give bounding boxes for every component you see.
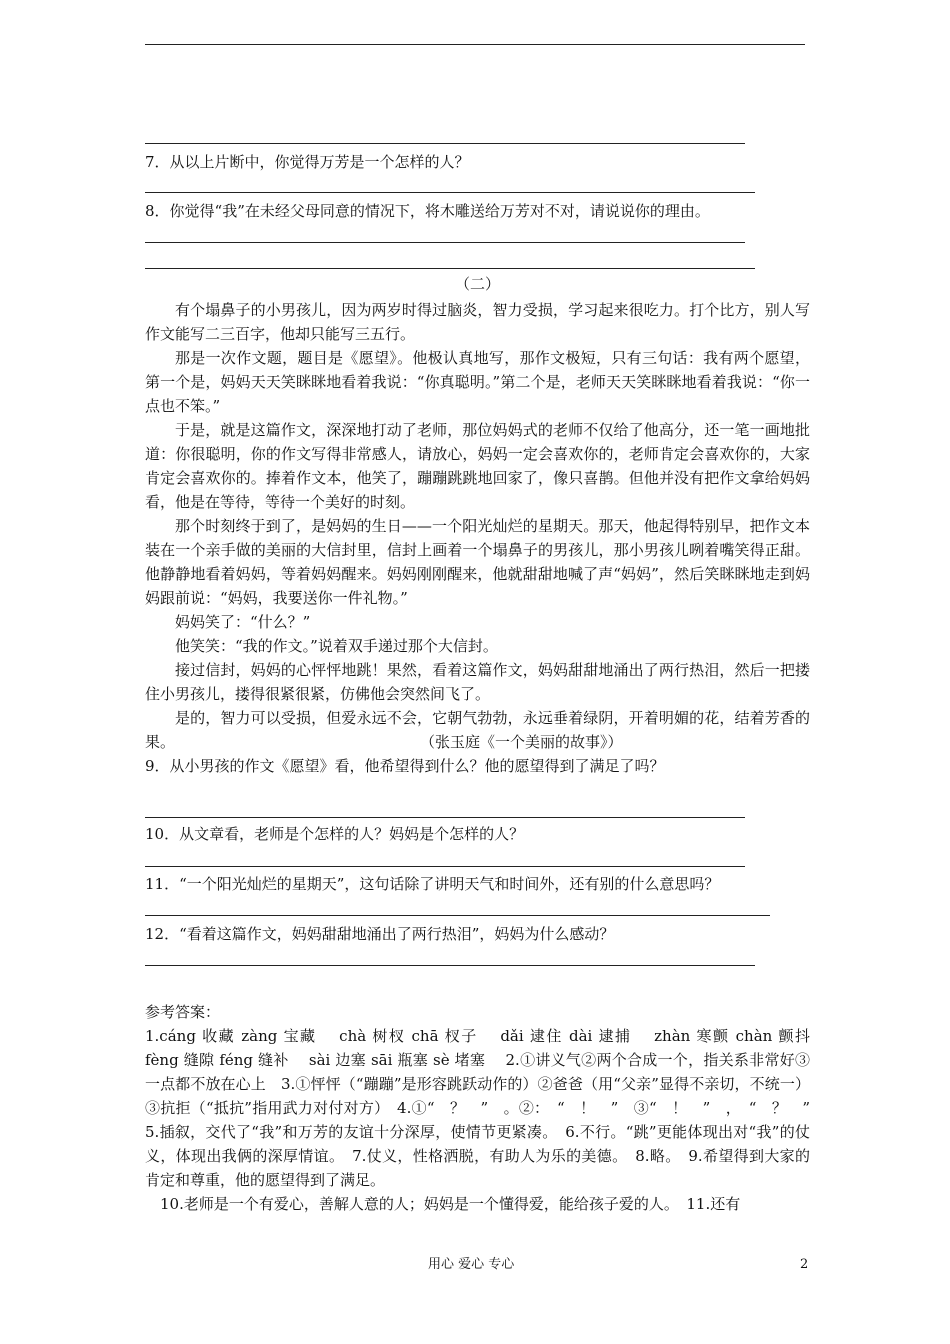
- question-12: 12．“看着这篇作文，妈妈甜甜地涌出了两行热泪”，妈妈为什么感动？: [145, 925, 615, 943]
- answer-line: [145, 268, 755, 269]
- answer-line: [145, 192, 755, 193]
- question-10: 10．从文章看，老师是个怎样的人？妈妈是个怎样的人？: [145, 825, 525, 843]
- answer-line: [145, 866, 745, 867]
- story-paragraph: 接过信封，妈妈的心怦怦地跳！果然，看着这篇作文，妈妈甜甜地涌出了两行热泪，然后一把搂住小男孩儿，搂得很紧很紧，仿佛他会突然间飞了。: [145, 661, 810, 703]
- question-7: 7．从以上片断中，你觉得万芳是一个怎样的人？: [145, 153, 470, 171]
- story-source: （张玉庭《一个美丽的故事》）: [420, 733, 623, 751]
- story-paragraph: 那是一次作文题，题目是《愿望》。他极认真地写，那作文极短，只有三句话：我有两个愿望，第一个是，妈妈天天笑眯眯地看着我说：“你真聪明。”第二个是，老师天天笑眯眯地看着我说：“你一点也不笨。”: [145, 349, 810, 415]
- answers-heading: 参考答案：: [145, 1003, 221, 1021]
- question-11: 11．“一个阳光灿烂的星期天”，这句话除了讲明天气和时间外，还有别的什么意思吗？: [145, 875, 720, 893]
- story-paragraph: 他笑笑：“我的作文。”说着双手递过那个大信封。: [175, 637, 498, 655]
- answer-line: [145, 817, 745, 818]
- answers-text: 1.cáng 收藏 zàng 宝藏 chà 树杈 chā 杈子 dǎi 逮住 dài 逮捕 zhàn 寒颤 chàn 颤抖 fèng 缝隙 féng 缝补 sài 边塞 sāi 瓶塞 sè 堵塞 2.①讲义气②两个合成一个，指关系非常好③一点都不放在心上 3.①怦怦（“蹦蹦”是形容跳跃动作的）②爸爸（用“父亲”显得不亲切，不统一）③抗拒（“抵抗”指用武力对付对方） 4.①“ ？ ” 。②： “ ！ ” ③“ ！ ” ， “ ？ ” 5.插叙，交代了“我”和万芳的友谊十分深厚，使情节更紧凑。 6.不行。“跳”更能体现出对“我”的仗义，体现出我俩的深厚情谊。 7.仗义，性格洒脱，有助人为乐的美德。 8.略。 9.希望得到大家的肯定和尊重，他的愿望得到了满足。: [145, 1027, 830, 1189]
- answer-line: [145, 143, 745, 144]
- answers-text: 10.老师是一个有爱心，善解人意的人；妈妈是一个懂得爱，能给孩子爱的人。 11.还有: [160, 1195, 741, 1213]
- story-paragraph: 是的，智力可以受损，但爱永远不会，它朝气勃勃，永远垂着绿阴，开着明媚的花，结着芳香的果。: [145, 709, 810, 751]
- page-footer: 用心 爱心 专心: [428, 1257, 515, 1272]
- section-title: （二）: [454, 275, 500, 293]
- story-paragraph: 于是，就是这篇作文，深深地打动了老师，那位妈妈式的老师不仅给了他高分，还一笔一画地批道：你很聪明，你的作文写得非常感人，请放心，妈妈一定会喜欢你的，老师肯定会喜欢你的，大家肯定会喜欢你的。捧着作文本，他笑了，蹦蹦跳跳地回家了，像只喜鹊。但他并没有把作文拿给妈妈看，他是在等待，等待一个美好的时刻。: [145, 421, 810, 511]
- answer-line: [145, 965, 755, 966]
- page-number: 2: [800, 1257, 809, 1272]
- answer-line: [145, 915, 770, 916]
- story-paragraph: 那个时刻终于到了，是妈妈的生日——一个阳光灿烂的星期天。那天，他起得特别早，把作文本装在一个亲手做的美丽的大信封里，信封上画着一个塌鼻子的男孩儿，那小男孩儿咧着嘴笑得正甜。他静静地看着妈妈，等着妈妈醒来。妈妈刚刚醒来，他就甜甜地喊了声“妈妈”，然后笑眯眯地走到妈妈跟前说：“妈妈，我要送你一件礼物。”: [145, 517, 810, 607]
- question-9: 9．从小男孩的作文《愿望》看，他希望得到什么？他的愿望得到了满足了吗？: [145, 757, 665, 775]
- story-paragraph: 妈妈笑了：“什么？”: [175, 613, 311, 631]
- question-8: 8．你觉得“我”在未经父母同意的情况下，将木雕送给万芳对不对，请说说你的理由。: [145, 202, 710, 220]
- story-paragraph: 有个塌鼻子的小男孩儿，因为两岁时得过脑炎，智力受损，学习起来很吃力。打个比方，别人写作文能写二三百字，他却只能写三五行。: [145, 301, 810, 343]
- top-rule: [145, 44, 805, 45]
- answer-line: [145, 242, 745, 243]
